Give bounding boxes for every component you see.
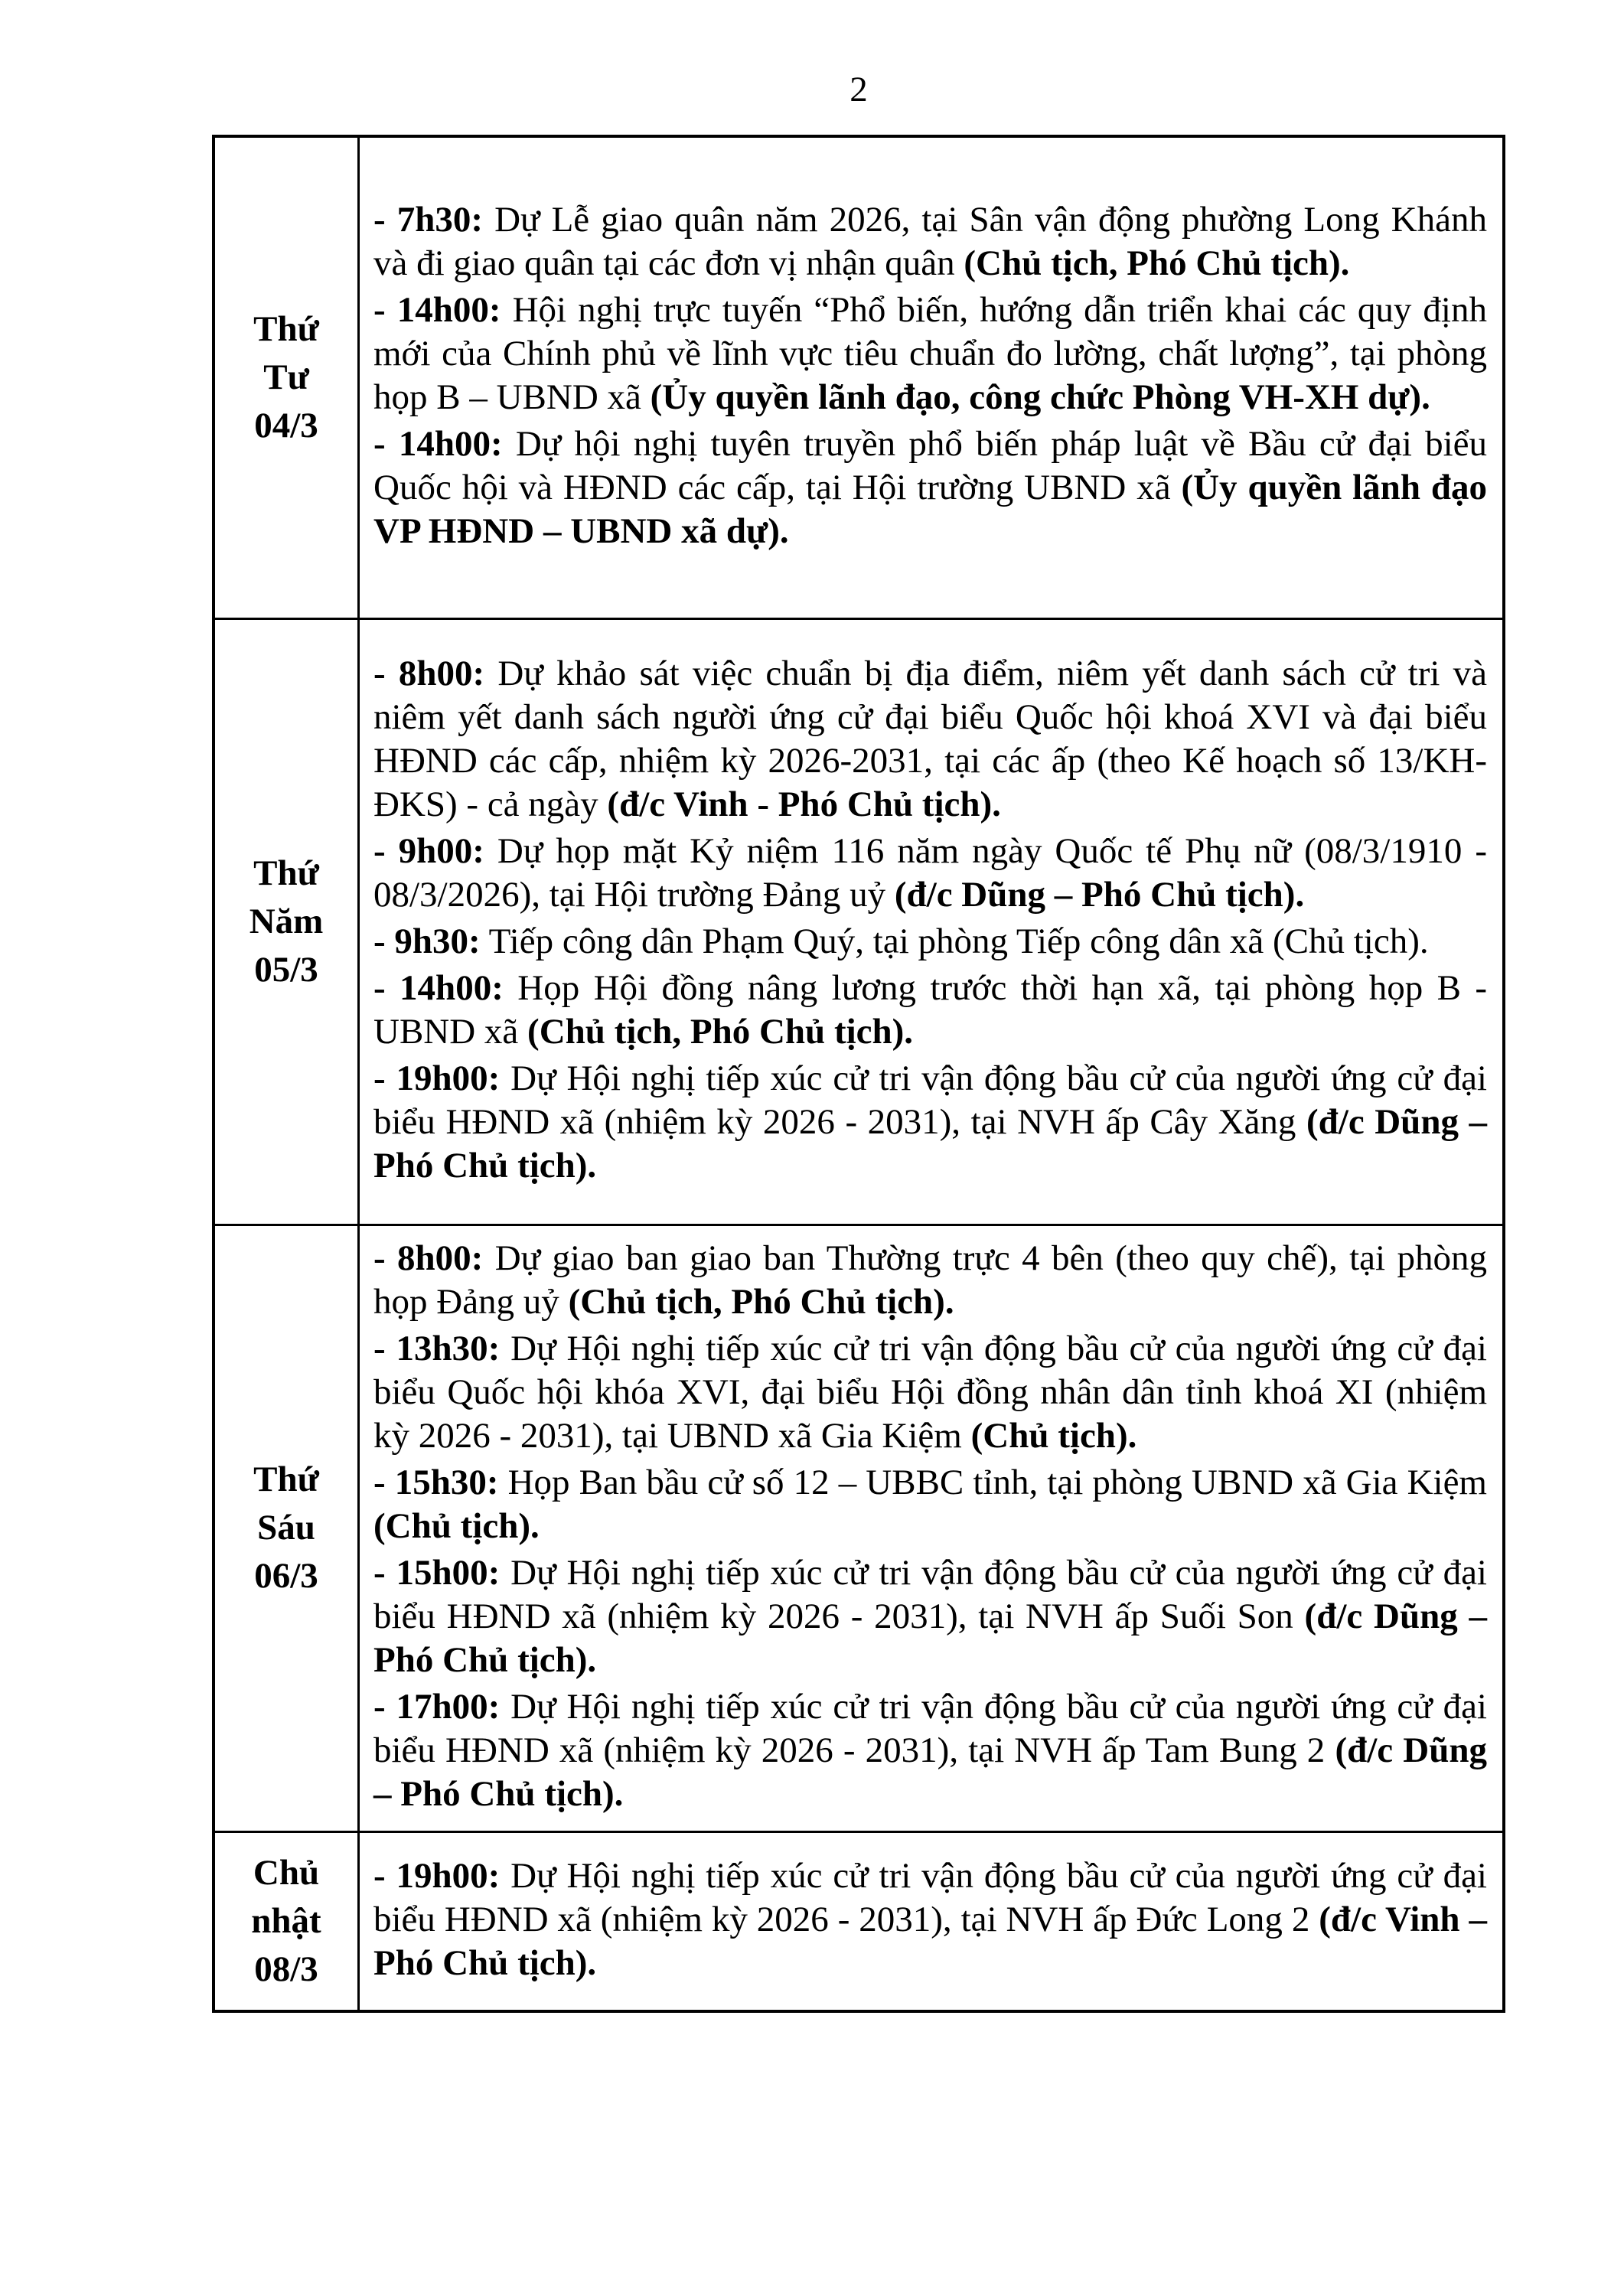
item-time: - 13h30:	[373, 1329, 501, 1368]
page-number: 2	[850, 70, 868, 109]
item-time: - 9h00:	[373, 831, 484, 871]
item-attendees: (Chủ tịch, Phó Chủ tịch).	[527, 1012, 914, 1052]
day-label-line: 06/3	[254, 1556, 318, 1596]
schedule-item	[373, 1854, 1487, 1985]
day-label-line: 05/3	[254, 949, 318, 990]
item-attendees: (đ/c Dũng – Phó Chủ tịch).	[373, 1730, 1487, 1814]
items-cell	[359, 1831, 1505, 2011]
schedule-item	[373, 198, 1487, 285]
items-cell	[359, 1225, 1505, 1831]
item-attendees: (đ/c Dũng – Phó Chủ tịch).	[373, 1102, 1488, 1186]
item-time: - 14h00:	[373, 424, 503, 465]
item-attendees: (đ/c Vinh - Phó Chủ tịch).	[607, 784, 1001, 824]
item-text: Tiếp công dân Phạm Quý, tại phòng Tiếp công dân xã (Chủ tịch).	[480, 921, 1429, 961]
item-time: - 19h00:	[373, 1058, 501, 1098]
item-text: Dự Hội nghị tiếp xúc cử tri vận động bầu cử của người ứng cử đại biểu Quốc hội khóa XVI, đại biểu Hội đồng nhân dân tỉnh khoá XI (nhiệm kỳ 2026 - 2031), tại UBND xã Gia Kiệm	[373, 1329, 1487, 1456]
item-time: - 9h30:	[373, 921, 481, 961]
item-time: - 8h00:	[373, 654, 485, 693]
schedule-item	[373, 1057, 1487, 1188]
item-text: Họp Ban bầu cử số 12 – UBBC tỉnh, tại phòng UBND xã Gia Kiệm	[498, 1463, 1487, 1502]
item-attendees: (Chủ tịch, Phó Chủ tịch).	[964, 243, 1350, 284]
item-attendees: (Chủ tịch, Phó Chủ tịch).	[568, 1282, 954, 1322]
item-text: Dự Hội nghị tiếp xúc cử tri vận động bầu cử của người ứng cử đại biểu HĐND xã (nhiệm kỳ 2026 - 2031), tại NVH ấp Tam Bung 2	[373, 1687, 1487, 1770]
item-text: Dự khảo sát việc chuẩn bị địa điểm, niêm yết danh sách cử tri và niêm yết danh sách người ứng cử đại biểu Quốc hội khoá XVI và đại biểu HĐND các cấp, nhiệm kỳ 2026-2031, tại các ấp (theo Kế hoạch số 13/KH-ĐKS) - cả ngày	[373, 654, 1487, 824]
item-time: - 17h00:	[373, 1687, 501, 1727]
day-label-line: Thứ	[253, 308, 319, 349]
schedule-item	[373, 830, 1487, 917]
schedule-item	[373, 1237, 1487, 1324]
schedule-table-body	[214, 136, 1504, 2011]
schedule-item	[373, 422, 1487, 553]
day-cell	[214, 1831, 359, 2011]
item-text: Dự họp mặt Kỷ niệm 116 năm ngày Quốc tế Phụ nữ (08/3/1910 - 08/3/2026), tại Hội trường Đảng uỷ	[373, 831, 1487, 915]
item-attendees: (Chủ tịch).	[373, 1506, 540, 1546]
day-label-line: 04/3	[254, 405, 318, 445]
schedule-row	[214, 618, 1504, 1225]
day-label-line: Tư	[263, 357, 309, 397]
day-label-line: Năm	[249, 901, 324, 941]
items-cell	[359, 136, 1505, 618]
item-time: - 15h00:	[373, 1553, 501, 1593]
item-text: Dự hội nghị tuyên truyền phổ biến pháp luật về Bầu cử đại biểu Quốc hội và HĐND các cấp, tại Hội trường UBND xã	[373, 424, 1487, 508]
item-attendees: (đ/c Dũng – Phó Chủ tịch).	[894, 875, 1305, 915]
day-cell	[214, 618, 359, 1225]
schedule-row	[214, 136, 1504, 618]
item-time: - 14h00:	[373, 968, 504, 1008]
schedule-item	[373, 1551, 1487, 1682]
schedule-table	[212, 135, 1505, 2013]
schedule-row	[214, 1225, 1504, 1831]
item-time: - 15h30:	[373, 1463, 499, 1502]
items-cell	[359, 618, 1505, 1225]
item-attendees: (đ/c Vinh – Phó Chủ tịch).	[373, 1899, 1487, 1983]
day-label-line: 08/3	[254, 1949, 318, 1989]
schedule-item	[373, 652, 1487, 827]
schedule-item	[373, 1685, 1487, 1816]
item-attendees: (Ủy quyền lãnh đạo VP HĐND – UBND xã dự).	[373, 468, 1487, 552]
day-label-line: Thứ	[253, 853, 319, 893]
schedule-row	[214, 1831, 1504, 2011]
item-time: - 7h30:	[373, 200, 484, 240]
schedule-item	[373, 1327, 1487, 1458]
day-cell	[214, 1225, 359, 1831]
item-text: Dự giao ban giao ban Thường trực 4 bên (theo quy chế), tại phòng họp Đảng uỷ	[373, 1238, 1487, 1322]
day-label-line: Sáu	[257, 1508, 315, 1548]
item-time: - 14h00:	[373, 290, 501, 331]
item-text: Dự Hội nghị tiếp xúc cử tri vận động bầu cử của người ứng cử đại biểu HĐND xã (nhiệm kỳ 2026 - 2031), tại NVH ấp Đức Long 2	[373, 1855, 1487, 1939]
item-attendees: (Chủ tịch).	[970, 1416, 1137, 1456]
day-label-line: nhật	[251, 1900, 321, 1941]
schedule-item	[373, 920, 1487, 964]
item-time: - 19h00:	[373, 1855, 501, 1896]
day-cell	[214, 136, 359, 618]
schedule-item	[373, 1461, 1487, 1548]
item-attendees: (Ủy quyền lãnh đạo, công chức Phòng VH-XH dự).	[650, 377, 1430, 418]
item-attendees: (đ/c Dũng – Phó Chủ tịch).	[373, 1596, 1487, 1680]
item-time: - 8h00:	[373, 1238, 484, 1278]
item-text: Dự Hội nghị tiếp xúc cử tri vận động bầu cử của người ứng cử đại biểu HĐND xã (nhiệm kỳ 2026 - 2031), tại NVH ấp Suối Son	[373, 1553, 1487, 1636]
day-label-line: Chủ	[253, 1852, 320, 1893]
item-text: Hội nghị trực tuyến “Phổ biến, hướng dẫn triển khai các quy định mới của Chính phủ về lĩnh vực tiêu chuẩn đo lường, chất lượng”, tại phòng họp B – UBND xã	[373, 290, 1487, 418]
item-text: Dự Hội nghị tiếp xúc cử tri vận động bầu cử của người ứng cử đại biểu HĐND xã (nhiệm kỳ 2026 - 2031), tại NVH ấp Cây Xăng	[373, 1058, 1487, 1142]
item-text: Dự Lễ giao quân năm 2026, tại Sân vận động phường Long Khánh và đi giao quân tại các đơn vị nhận quân	[373, 200, 1487, 284]
schedule-item	[373, 967, 1487, 1054]
day-label-line: Thứ	[253, 1459, 319, 1499]
item-text: Họp Hội đồng nâng lương trước thời hạn xã, tại phòng họp B - UBND xã	[373, 968, 1487, 1052]
schedule-item	[373, 289, 1487, 419]
